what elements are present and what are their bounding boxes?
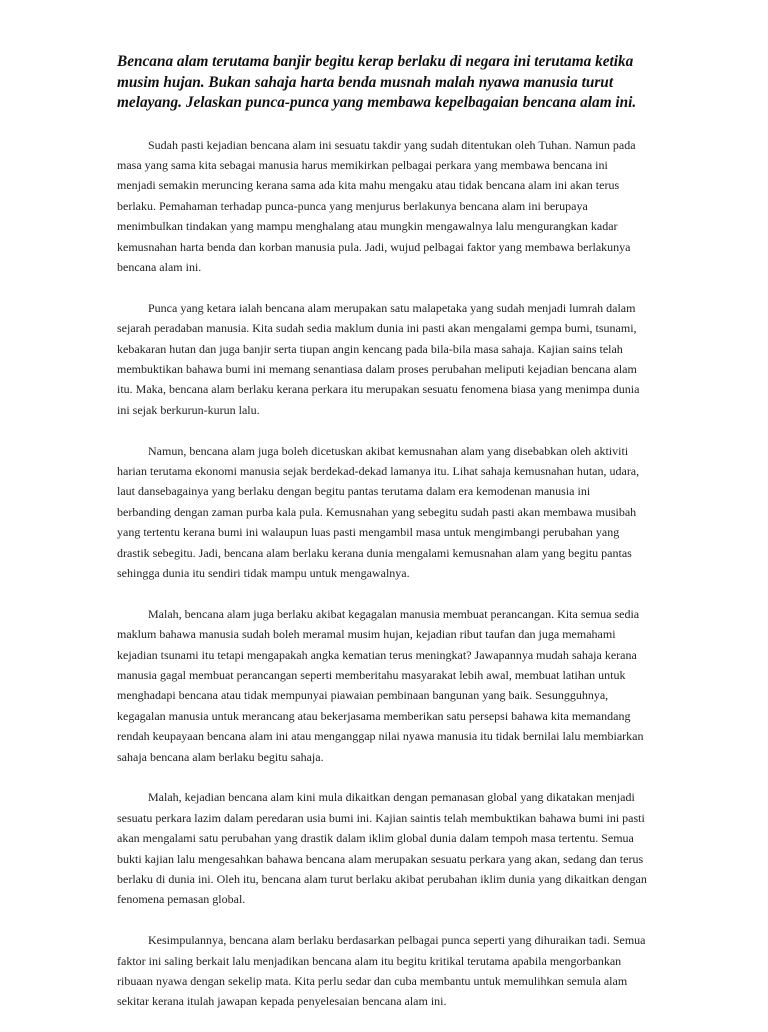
essay-paragraph-introduction: Sudah pasti kejadian bencana alam ini sesuatu takdir yang sudah ditentukan oleh Tuhan. Namun pada masa yang sama kita sebagai manusia harus memikirkan pelbagai perkara yang membawa bencana ini menjadi semakin meruncing kerana sama ada kita mahu mengaku atau tidak bencana alam ini akan terus berlaku. Pemahaman terhadap punca-punca yang menjurus berlakunya bencana alam ini berupaya menimbulkan tindakan yang mampu menghalang atau mungkin mengawalnya lalu mengurangkan kadar kemusnahan harta benda dan korban manusia pula. Jadi, wujud pelbagai faktor yang membawa berlakunya bencana alam ini. xyxy=(117,137,636,274)
essay-question: Bencana alam terutama banjir begitu kerap berlaku di negara ini terutama ketika musim hujan. Bukan sahaja harta benda musnah malah nyawa manusia turut melayang. Jelaskan punca-punca yang membawa kepelbagaian bencana alam ini. xyxy=(117,53,637,111)
essay-page xyxy=(117,52,647,1032)
essay-paragraph-planning-failure: Malah, bencana alam juga berlaku akibat kegagalan manusia membuat perancangan. Kita semua sedia maklum bahawa manusia sudah boleh meramal musim hujan, kejadian ribut taufan dan juga memahami kejadian tsunami itu tetapi mengapakah angka kematian terus meningkat? Jawapannya mudah sahaja kerana manusia gagal membuat perancangan seperti memberitahu masyarakat lebih awal, membuat latihan untuk menghadapi bencana atau tidak mempunyai piawaian pembinaan bangunan yang baik. Sesungguhnya, kegagalan manusia untuk merancang atau bekerjasama memberikan satu persepsi bahawa kita memandang rendah keupayaan bencana alam ini atau menganggap nilai nyawa manusia itu tidak bernilai lalu membiarkan sahaja bencana alam berlaku begitu sahaja. xyxy=(117,606,644,764)
essay-paragraph-environmental-destruction: Namun, bencana alam juga boleh dicetuskan akibat kemusnahan alam yang disebabkan oleh aktiviti harian terutama ekonomi manusia sejak berdekad-dekad lamanya itu. Lihat sahaja kemusnahan hutan, udara, laut dansebagainya yang berlaku dengan begitu pantas terutama dalam era kemodenan manusia ini berbanding dengan zaman purba kala pula. Kemusnahan yang sebegitu sudah pasti akan membawa musibah yang tertentu kerana bumi ini walaupun luas pasti mengambil masa untuk mengimbangi perubahan yang drastik sebegitu. Jadi, bencana alam berlaku kerana dunia mengalami kemusnahan alam yang begitu pantas sehingga dunia itu sendiri tidak mampu untuk mengawalnya. xyxy=(117,443,640,580)
essay-paragraph-conclusion: Kesimpulannya, bencana alam berlaku berdasarkan pelbagai punca seperti yang dihuraikan tadi. Semua faktor ini saling berkait lalu menjadikan bencana alam itu begitu kritikal terutama apabila mengorbankan ribuaan nyawa dengan sekelip mata. Kita perlu sedar dan cuba membantu untuk memulihkan semula alam sekitar kerana itulah jawapan kepada penyelesaian bencana alam ini. xyxy=(117,933,646,1009)
essay-paragraph-natural-phenomenon: Punca yang ketara ialah bencana alam merupakan satu malapetaka yang sudah menjadi lumrah dalam sejarah peradaban manusia. Kita sudah sedia maklum dunia ini pasti akan mengalami gempa bumi, tsunami, kebakaran hutan dan juga banjir serta tiupan angin kencang pada bila-bila masa sahaja. Kajian sains telah membuktikan bahawa bumi ini memang senantiasa dalam proses perubahan meliputi kejadian bencana alam itu. Maka, bencana alam berlaku kerana perkara itu merupakan sesuatu fenomena biasa yang menimpa dunia ini sejak berkurun-kurun lalu. xyxy=(117,300,640,417)
essay-paragraph-global-warming: Malah, kejadian bencana alam kini mula dikaitkan dengan pemanasan global yang dikatakan menjadi sesuatu perkara lazim dalam peredaran usia bumi ini. Kajian saintis telah membuktikan bahawa bumi ini pasti akan mengalami satu perubahan yang drastik dalam iklim global dunia dalam tempoh masa tertentu. Semua bukti kajian lalu mengesahkan bahawa bencana alam merupakan sesuatu perkara yang akan, sedang dan terus berlaku di dunia ini. Oleh itu, bencana alam turut berlaku akibat perubahan iklim dunia yang dikaitkan dengan fenomena pemasan global. xyxy=(117,790,647,907)
